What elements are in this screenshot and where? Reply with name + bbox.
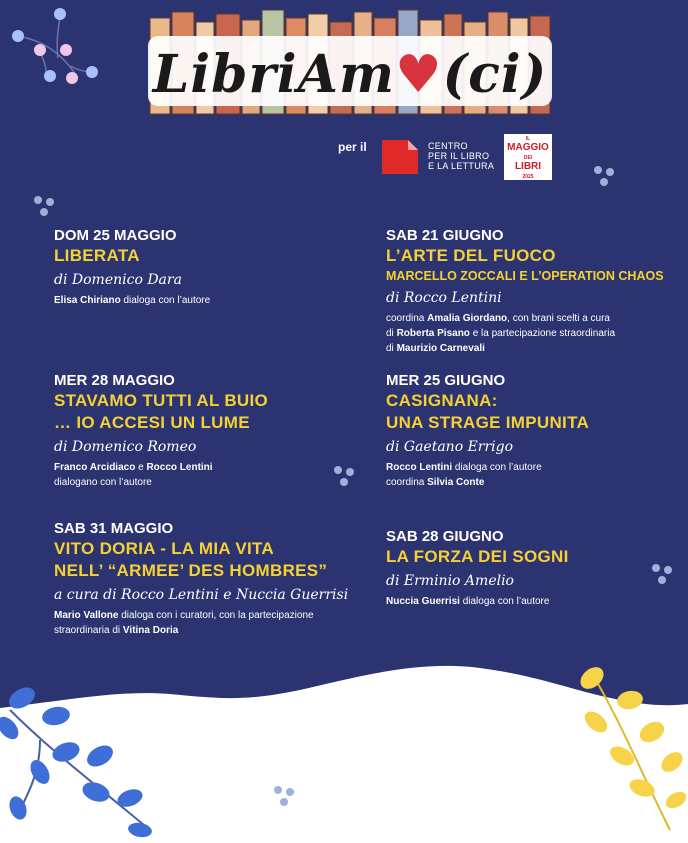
event-description	[54, 460, 344, 490]
event-title: LIBERATA	[54, 246, 140, 265]
description-text: e la partecipazione straordinaria	[469, 328, 616, 339]
event-card	[54, 372, 344, 490]
description-text: e	[135, 462, 147, 473]
event-title: UNA STRAGE IMPUNITA	[386, 413, 590, 432]
heart-icon: ♥	[394, 44, 443, 105]
event-date: DOM 25 MAGGIO	[54, 227, 177, 244]
event-card	[386, 227, 676, 356]
yellow-leaves-decoration	[560, 660, 688, 843]
event-description	[386, 460, 676, 490]
person-name: Roberta Pisano	[396, 328, 470, 339]
event-date: SAB 21 GIUGNO	[386, 227, 504, 244]
description-text: dialoga con i curatori, con la partecipazione	[118, 610, 314, 621]
description-text: dialoga con l’autore	[452, 462, 542, 473]
event-subtitle: MARCELLO ZOCCALI E L’OPERATION CHAOS	[386, 269, 664, 283]
person-name: Mario Vallone	[54, 610, 119, 621]
event-card	[54, 520, 364, 638]
event-title: STAVAMO TUTTI AL BUIO	[54, 391, 269, 410]
description-text: dialoga con l’autore	[459, 596, 550, 607]
event-title: VITO DORIA - LA MIA VITA	[54, 539, 275, 558]
venue-line: alle ore 18.00	[303, 762, 385, 777]
event-card	[54, 227, 344, 308]
event-title: L’ARTE DEL FUOCO	[386, 246, 556, 265]
event-author: a cura di Rocco Lentini e Nuccia Guerrisi	[54, 587, 349, 603]
description-text: di	[386, 343, 397, 354]
berries-decoration	[0, 0, 110, 100]
event-date: MER 25 GIUGNO	[386, 372, 506, 389]
person-name: Vitina Doria	[122, 625, 179, 636]
event-description	[386, 594, 676, 609]
blue-leaves-decoration	[0, 680, 170, 843]
event-title: … IO ACCESI UN LUME	[54, 413, 250, 432]
venue-info	[244, 693, 444, 781]
description-text: dialogano con l’autore	[54, 477, 152, 488]
venue-line: Tutti gli eventi si svolgeranno	[252, 696, 436, 711]
event-author: di Erminio Amelio	[386, 573, 514, 589]
description-text: straordinaria di	[54, 625, 123, 636]
person-name: Rocco Lentini	[386, 462, 453, 473]
maggio-dei-libri-logo: IL MAGGIO DEI LIBRI 2025	[504, 134, 552, 180]
event-author: di Domenico Romeo	[54, 439, 197, 455]
event-card	[386, 372, 676, 490]
description-text: coordina	[386, 477, 428, 488]
person-name: Amalia Giordano	[427, 313, 508, 324]
cepell-logo-icon	[380, 136, 420, 178]
event-description	[386, 311, 676, 356]
event-date: SAB 28 GIUGNO	[386, 528, 504, 545]
event-author: di Rocco Lentini	[386, 290, 502, 306]
person-name: Franco Arcidiaco	[54, 462, 136, 473]
person-name: Elisa Chiriano	[54, 295, 121, 306]
description-text: , con brani scelti a cura	[507, 313, 610, 324]
event-title: NELL’ “ARMEE’ DES HOMBRES”	[54, 561, 328, 580]
per-il-label: per il	[338, 140, 367, 154]
logo-text: LibriAm♥(ci)	[152, 44, 548, 105]
logo	[150, 30, 550, 120]
event-date: SAB 31 MAGGIO	[54, 520, 174, 537]
person-name: Rocco Lentini	[146, 462, 213, 473]
cepell-text: CENTRO PER IL LIBRO E LA LETTURA	[428, 141, 495, 171]
event-author: di Gaetano Errigo	[386, 439, 514, 455]
event-description	[54, 608, 364, 638]
dots-decoration	[590, 162, 620, 190]
dots-decoration	[270, 782, 300, 810]
person-name: Silvia Conte	[427, 477, 485, 488]
event-title: CASIGNANA:	[386, 391, 498, 410]
event-title: LA FORZA DEI SOGNI	[386, 547, 569, 566]
person-name: Maurizio Carnevali	[396, 343, 485, 354]
event-author: di Domenico Dara	[54, 272, 182, 288]
description-text: coordina	[386, 313, 428, 324]
event-card	[386, 528, 676, 609]
event-date: MER 28 MAGGIO	[54, 372, 175, 389]
dots-decoration	[30, 192, 60, 220]
person-name: Nuccia Guerrisi	[386, 596, 460, 607]
description-text: dialoga con l’autore	[120, 295, 211, 306]
description-text: di	[386, 328, 397, 339]
event-description	[54, 293, 344, 308]
venue-line: presso la Casa della Cultura di Tiriolo	[249, 718, 439, 755]
